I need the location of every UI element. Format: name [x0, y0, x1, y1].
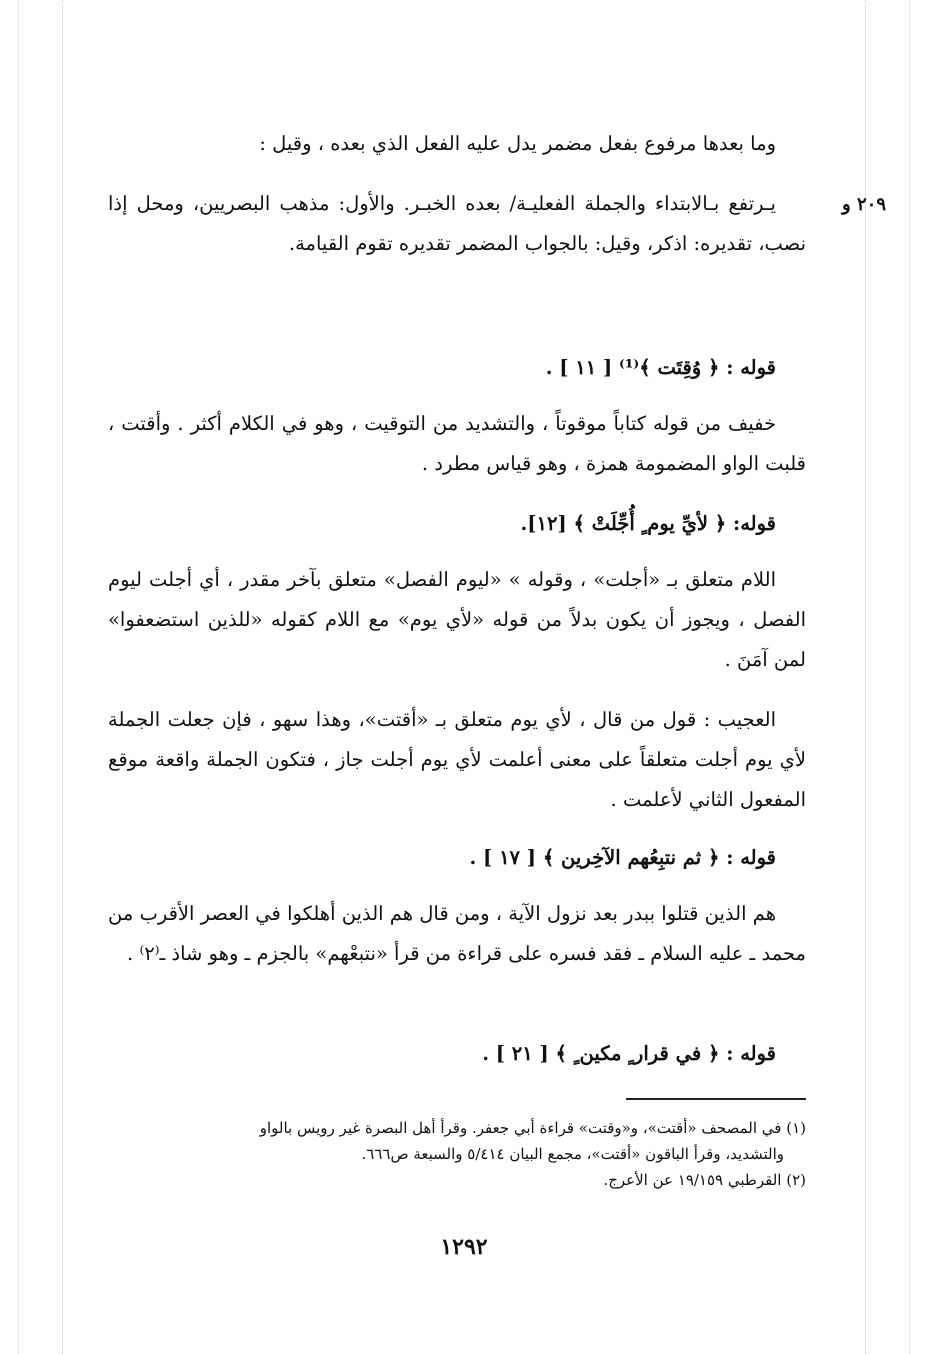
body-text-block — [108, 124, 806, 164]
footnote-2: (٢) القرطبي ١٩/١٥٩ عن الأعرج. — [603, 1171, 806, 1189]
verse-heading-17: قوله : ﴿ ثم نتبِعُهم الآخِرين ﴾ [ ١٧ ] . — [469, 846, 776, 869]
body-text-block — [108, 560, 806, 680]
body-text-block — [108, 700, 806, 820]
folio-marker: ٢٠٩ و — [842, 194, 886, 215]
body-text-block — [108, 348, 806, 388]
footnote-1-continued: والتشديد، وقرأ الباقون «أقتت»، مجمع البيان ٥/٤١٤ والسبعة ص٦٦٦. — [361, 1145, 784, 1163]
body-text-block — [108, 1034, 806, 1074]
page-number: ١٢٩٢ — [440, 1234, 488, 1260]
verse-heading-21: قوله : ﴿ في قرار ٍ مكين ٍ ﴾ [ ٢١ ] . — [482, 1042, 776, 1065]
paragraph-6: هم الذين قتلوا ببدر بعد نزول الآية ، ومن قال هم الذين أهلكوا في العصر الأقرب من محمد ـ عليه السلام ـ فقد فسره على قراءة من قرأ «نتبعْهم» بالجزم ـ وهو شاذ ـ⁽٢⁾ . — [108, 902, 806, 965]
verse-heading-12: قوله: ﴿ لأيِّ يوم ٍ أُجِّلَتْ ﴾ [١٢]. — [520, 512, 776, 535]
paragraph-4: اللام متعلق بـ «أجلت» ، وقوله » «ليوم الفصل» متعلق بآخر مقدر ، أي أجلت ليوم الفصل ، ويجوز أن يكون بدلاً من قوله «لأي يوم» مع اللام كقوله «للذين استضعفوا» لمن آمَنَ . — [108, 568, 806, 671]
paragraph-3: خفيف من قوله كتاباً موقوتاً ، والتشديد من التوقيت ، وهو في الكلام أكثر . وأقتت ، قلبت الواو المضمومة همزة ، وهو قياس مطرد . — [108, 412, 806, 475]
paragraph-5: العجيب : قول من قال ، لأي يوم متعلق بـ «أقتت»، وهذا سهو ، فإن جعلت الجملة لأي يوم أجلت متعلقاً على معنى أعلمت لأي يوم أجلت جاز ، فتكون الجملة واقعة موقع المفعول الثاني لأعلمت . — [108, 708, 806, 811]
footnotes — [108, 1115, 806, 1193]
body-text-block — [108, 894, 806, 974]
paragraph-2: يـرتفع بـالابتداء والجملة الفعليـة/ بعده الخبـر. والأول: مذهب البصريين، ومحل إذا نصب، تقديره: اذكر، وقيل: بالجواب المضمر تقديره تقوم القيامة. — [108, 192, 806, 255]
body-text-block — [108, 404, 806, 484]
body-text-block — [108, 504, 806, 544]
scan-edge-line — [909, 0, 910, 1354]
verse-heading-11: قوله : ﴿ وُقِتَت ﴾⁽¹⁾ [ ١١ ] . — [545, 356, 776, 379]
scan-edge-line — [18, 0, 19, 1354]
body-text-block — [108, 838, 806, 878]
body-text-block — [108, 184, 806, 264]
paragraph-1: وما بعدها مرفوع بفعل مضمر يدل عليه الفعل الذي بعده ، وقيل : — [259, 132, 776, 155]
footnote-1: (١) في المصحف «أقتت»، و«وقتت» قراءة أبي جعفر. وقرأ أهل البصرة غير رويس بالواو — [259, 1119, 806, 1137]
scan-edge-line — [62, 0, 63, 1354]
footnote-separator — [626, 1098, 806, 1100]
